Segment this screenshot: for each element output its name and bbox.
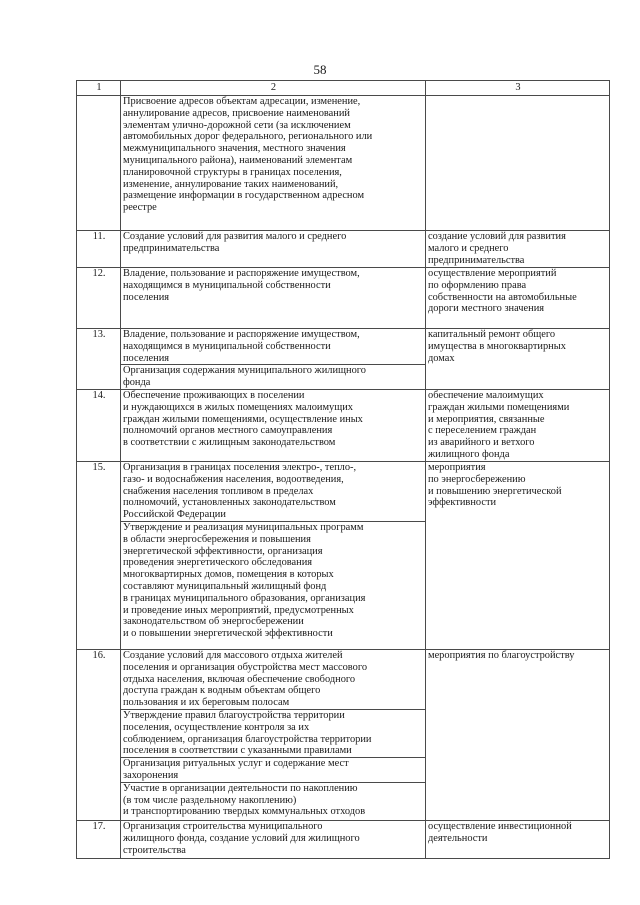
power-text: Владение, пользование и распоряжение имуществом, находящимся в муниципальной собственности поселения	[123, 329, 360, 364]
power-text: Утверждение правил благоустройства территории поселения, осуществление контроля за их соблюдением, организация благоустройства территории поселения в соответствии с указанными правилами	[121, 709, 425, 757]
activity-text: мероприятия по энергосбережению и повышению энергетической эффективности	[428, 461, 562, 509]
row-power-cell	[121, 231, 426, 268]
power-text: Организация строительства муниципального жилищного фонда, создание условий для жилищного строительства	[123, 820, 360, 856]
power-text: Создание условий для развития малого и среднего предпринимательства	[123, 231, 347, 254]
row-power-cell	[121, 461, 426, 649]
row-power-cell	[121, 820, 426, 858]
row-number: 11.	[77, 231, 121, 268]
row-number: 17.	[77, 820, 121, 858]
row-number: 14.	[77, 389, 121, 461]
row-activity-cell	[426, 461, 610, 649]
row-number: 13.	[77, 329, 121, 390]
header-col-1: 1	[77, 81, 121, 96]
power-text: Организация ритуальных услуг и содержание мест захоронения	[121, 757, 425, 782]
table-row	[77, 96, 610, 231]
table-row	[77, 329, 610, 390]
row-activity-cell	[426, 329, 610, 390]
activity-text: мероприятия по благоустройству	[428, 649, 575, 661]
row-number	[77, 96, 121, 231]
power-text: Утверждение и реализация муниципальных программ в области энергосбережения и повышения энергетической эффективности, организация проведения энергетического обследования многоквартирных домов, помещения в которых составляют муниципальный жилищный фонд в границах муниципального образования, организация и проведение иных мероприятий, предусмотренных законодательством об энергосбережении и о повышении энергетической эффективности	[121, 521, 425, 640]
row-power-cell	[121, 389, 426, 461]
activity-text: обеспечение малоимущих граждан жилыми помещениями и мероприятия, связанные с переселением граждан из аварийного и ветхого жилищного фонда	[428, 389, 570, 460]
row-power-cell	[121, 268, 426, 329]
table-row	[77, 231, 610, 268]
table-header-row	[77, 81, 610, 96]
row-activity-cell	[426, 820, 610, 858]
header-col-2: 2	[121, 81, 426, 96]
row-number: 12.	[77, 268, 121, 329]
row-activity-cell	[426, 96, 610, 231]
power-text: Организация в границах поселения электро-, тепло-, газо- и водоснабжения населения, водоотведения, снабжения населения топливом в пределах полномочий, установленных законодательством Российской Федерации	[123, 461, 357, 521]
table-row	[77, 268, 610, 329]
activity-text: создание условий для развития малого и среднего предпринимательства	[428, 231, 566, 266]
row-number: 16.	[77, 649, 121, 820]
row-activity-cell	[426, 389, 610, 461]
power-text: Организация содержания муниципального жилищного фонда	[121, 364, 425, 389]
activity-text: капитальный ремонт общего имущества в многоквартирных домах	[428, 329, 566, 364]
table-row	[77, 820, 610, 858]
row-number: 15.	[77, 461, 121, 649]
table-row	[77, 461, 610, 649]
activity-text: осуществление инвестиционной деятельности	[428, 820, 572, 844]
power-text: Создание условий для массового отдыха жителей поселения и организация обустройства мест массового отдыха населения, включая обеспечение свободного доступа граждан к водным объектам общего пользования и их береговым полосам	[123, 649, 368, 709]
power-text: Присвоение адресов объектам адресации, изменение, аннулирование адресов, присвоение наименований элементам улично-дорожной сети (за исключением автомобильных дорог федерального, регионального или межмуниципального значения, местного значения муниципального района), наименований элементам планировочной структуры в границах поселения, изменение, аннулирование таких наименований, размещение информации в государственном адресном реестре	[123, 96, 373, 214]
row-power-cell	[121, 649, 426, 820]
powers-table	[76, 80, 610, 859]
row-activity-cell	[426, 649, 610, 820]
power-text: Участие в организации деятельности по накоплению (в том числе раздельному накоплению) и транспортированию твердых коммунальных отходов	[121, 782, 425, 818]
table-row	[77, 649, 610, 820]
power-text: Обеспечение проживающих в поселении и нуждающихся в жилых помещениях малоимущих граждан жилыми помещениями, осуществление иных полномочий органов местного самоуправления в соответствии с жилищным законодательством	[123, 389, 363, 449]
row-power-cell	[121, 96, 426, 231]
row-activity-cell	[426, 268, 610, 329]
table-row	[77, 389, 610, 461]
row-power-cell	[121, 329, 426, 390]
page-number: 58	[313, 62, 327, 77]
header-col-3: 3	[426, 81, 610, 96]
row-activity-cell	[426, 231, 610, 268]
activity-text: осуществление мероприятий по оформлению права собственности на автомобильные дороги местного значения	[428, 268, 577, 315]
power-text: Владение, пользование и распоряжение имуществом, находящимся в муниципальной собственности поселения	[123, 268, 360, 303]
